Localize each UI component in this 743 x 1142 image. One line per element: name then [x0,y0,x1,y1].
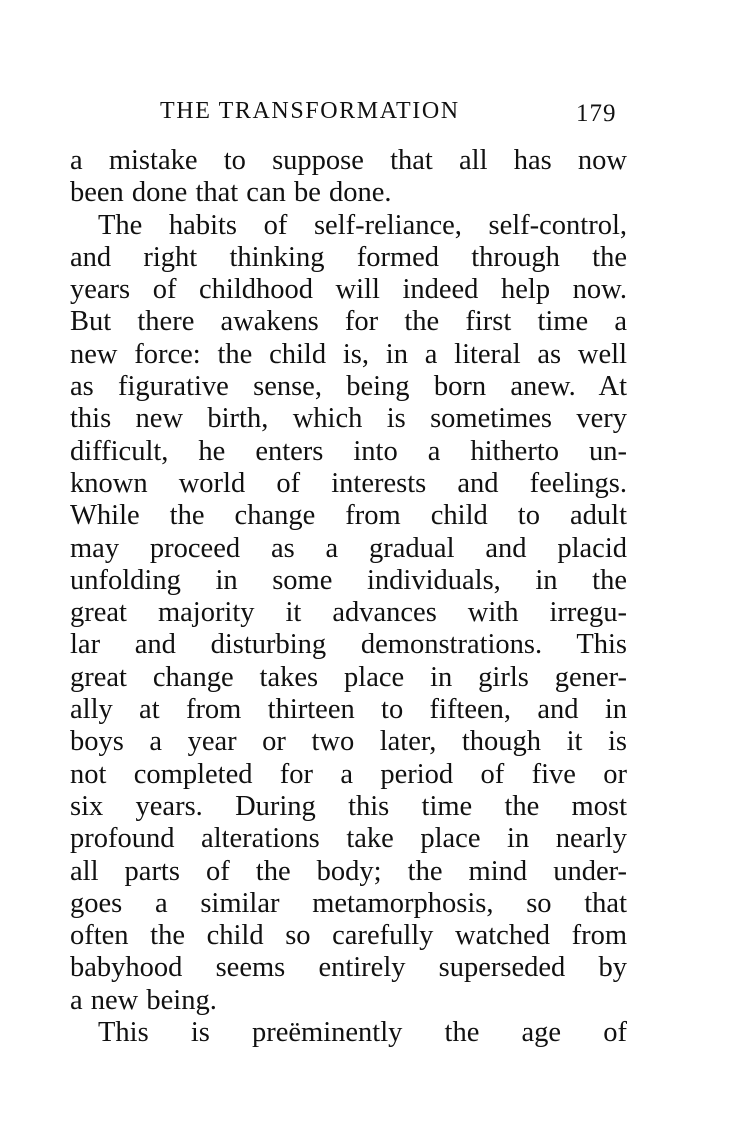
text-line: as figurative sense, being born anew. At [70,371,627,403]
running-header [160,98,630,132]
text-line: boys a year or two later, though it is [70,726,627,758]
text-line: lar and disturbing demonstrations. This [70,629,627,661]
text-line: a new being. [70,984,217,1016]
running-title: THE TRANSFORMATION [160,98,460,124]
text-line: babyhood seems entirely superseded by [70,952,627,984]
text-line: and right thinking formed through the [70,241,627,273]
text-line: difficult, he enters into a hitherto un- [70,435,627,467]
text-line: But there awakens for the first time a [70,306,627,338]
text-line: may proceed as a gradual and placid [70,532,627,564]
text-line: profound alterations take place in nearly [70,823,627,855]
page-number: 179 [576,100,617,127]
text-line: been done that can be done. [70,177,392,209]
text-line: great change takes place in girls gener- [70,661,627,693]
text-line: goes a similar metamorphosis, so that [70,887,627,919]
text-line: not completed for a period of five or [70,758,627,790]
text-line: unfolding in some individuals, in the [70,564,627,596]
text-line: often the child so carefully watched from [70,920,627,952]
text-line: ally at from thirteen to fifteen, and in [70,694,627,726]
text-line: This is preëminently the age of [98,1017,627,1049]
text-line: this new birth, which is sometimes very [70,403,627,435]
text-line: new force: the child is, in a literal as well [70,338,627,370]
text-line: known world of interests and feelings. [70,467,627,499]
text-line: great majority it advances with irregu- [70,597,627,629]
text-line: six years. During this time the most [70,790,627,822]
text-line: While the change from child to adult [70,500,627,532]
text-line: The habits of self-reliance, self-control, [98,209,627,241]
text-line: years of childhood will indeed help now. [70,274,627,306]
text-line: all parts of the body; the mind under- [70,855,627,887]
body-text [70,145,627,1049]
text-line: a mistake to suppose that all has now [70,145,627,176]
